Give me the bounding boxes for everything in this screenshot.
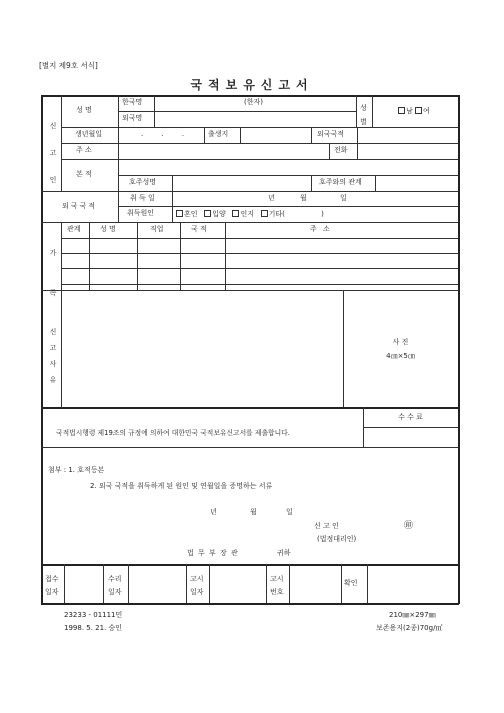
birthplace-label: 출생지 (208, 130, 229, 138)
marriage-checkbox[interactable] (176, 210, 183, 217)
month-label: 월 (300, 194, 307, 202)
female-checkbox[interactable] (415, 107, 422, 114)
notice-date-label: 고시 일자 (190, 575, 204, 596)
hanja-label: (한자) (244, 98, 263, 106)
sign-year: 년 (210, 508, 217, 516)
sex-label: 성 별 (360, 104, 367, 126)
householder-relation-label: 호주와의 관계 (319, 178, 362, 186)
paper-type: 보존용지(2종)70g/㎡ (376, 624, 443, 632)
family-header-nationality: 국 적 (191, 225, 207, 233)
sign-day: 일 (286, 508, 293, 516)
male-checkbox[interactable] (398, 107, 405, 114)
family-header-job: 직업 (150, 225, 164, 233)
photo-size: 4㎝×5㎝ (386, 352, 415, 360)
form-code: 23233 - 01111민 (64, 611, 123, 619)
acquisition-date-label: 취 득 일 (130, 194, 155, 202)
declaration-text: 국적법시행령 제19조의 규정에 의하여 대한민국 국적보유신고서를 제출합니다. (56, 429, 290, 437)
form-number: [별지 제9호 서식] (39, 61, 98, 70)
foreign-nationality-label: 외국국적 (317, 130, 345, 138)
address-label: 주 소 (76, 146, 92, 154)
phone-label: 전화 (334, 146, 348, 154)
day-label: 일 (340, 194, 347, 202)
applicant-section-label: 신 고 인 (49, 122, 57, 184)
legal-agent-label: (법정대리인) (317, 535, 357, 543)
approval-date: 1998. 5. 21. 승인 (64, 624, 123, 632)
birth-date-dots: . . . (141, 130, 193, 138)
acquisition-reason-label: 취득원인 (127, 209, 155, 217)
recipient-label: 법 무 부 장 관 (187, 549, 239, 557)
foreign-name-label: 외국명 (122, 114, 143, 122)
acknowledgment-checkbox[interactable] (232, 210, 239, 217)
acquisition-reason-options: 혼인 입양 인지 기타( ) (176, 210, 324, 218)
reason-section-label: 신 고 사 유 (49, 328, 57, 384)
attachment-1: 첨부 : 1. 호적등본 (48, 466, 105, 474)
photo-label: 사 진 (392, 338, 409, 346)
sex-options: 남 여 (398, 107, 430, 115)
family-section-label: 가 족 (49, 249, 57, 297)
family-header-address: 주 소 (310, 225, 332, 233)
householder-label: 호주성명 (129, 178, 157, 186)
korean-name-label: 한국명 (122, 98, 143, 106)
domicile-label: 본 적 (76, 170, 92, 178)
honorific-label: 귀하 (277, 549, 291, 557)
foreign-nationality-section-label: 외국국적 (62, 202, 98, 210)
applicant-signature-label: 신 고 인 (314, 522, 339, 530)
family-header-relation: 관계 (67, 225, 81, 233)
confirmation-label: 확인 (344, 579, 358, 587)
acceptance-date-label: 수리 일자 (108, 575, 122, 596)
family-header-name: 성 명 (100, 225, 116, 233)
adoption-checkbox[interactable] (204, 210, 211, 217)
seal-mark: ㊞ (404, 521, 414, 531)
other-checkbox[interactable] (261, 210, 268, 217)
notice-number-label: 고시 번호 (270, 575, 284, 596)
page-title: 국적보유신고서 (190, 78, 314, 92)
fee-label: 수 수 료 (398, 413, 423, 421)
paper-size: 210㎜×297㎜ (389, 611, 436, 619)
receipt-date-label: 접수 일자 (45, 575, 59, 596)
birth-label: 생년월일 (75, 130, 103, 138)
year-label: 년 (268, 194, 275, 202)
name-label: 성 명 (76, 106, 92, 114)
attachment-2: 2. 외국 국적을 취득하게 된 원인 및 연월일을 증명하는 서류 (90, 482, 273, 490)
sign-month: 월 (250, 508, 257, 516)
